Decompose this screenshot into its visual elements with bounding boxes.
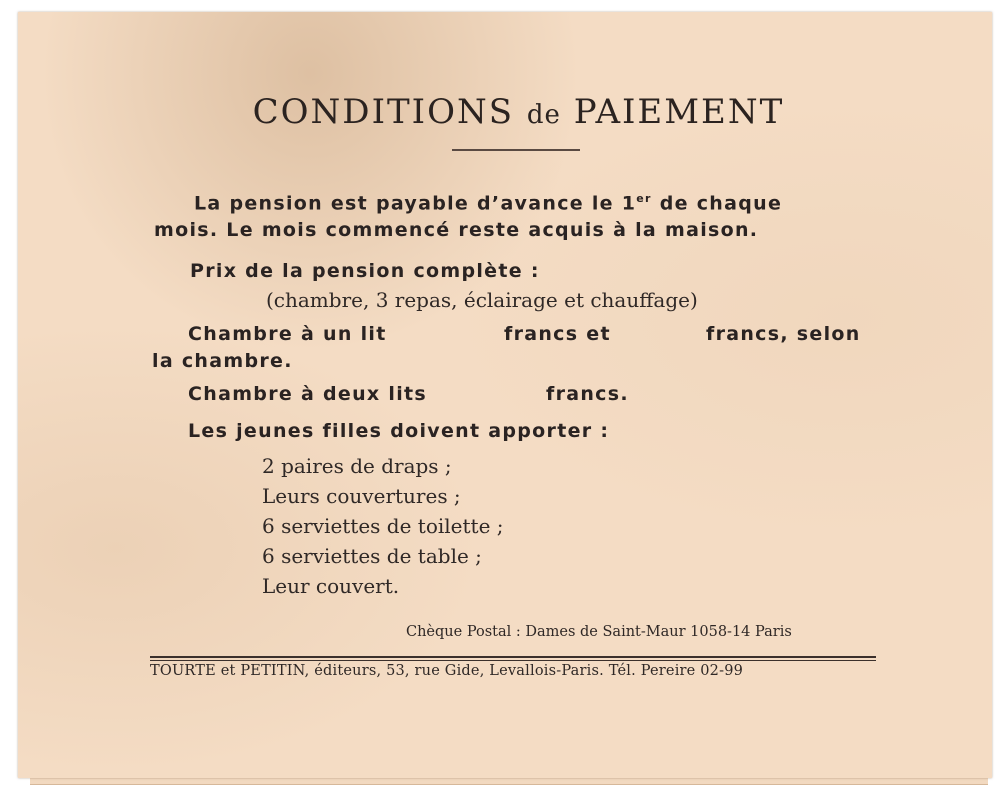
intro-line-1-end: de chaque <box>651 192 783 215</box>
title-word-conditions: CONDITIONS <box>252 92 515 132</box>
cheque-postal: Chèque Postal : Dames de Saint-Maur 1058-14 Paris <box>406 624 792 640</box>
chambre-un-label: Chambre à un lit <box>188 323 387 345</box>
chambre-deux-label: Chambre à deux lits <box>188 383 427 405</box>
title-underline <box>452 149 580 157</box>
intro-superscript: er <box>636 192 652 205</box>
list-item: Leurs couvertures ; <box>262 484 461 508</box>
prix-label: Prix de la pension complète : <box>190 260 540 282</box>
chambre-deux-francs: francs. <box>546 383 629 405</box>
footer-rule-bottom <box>150 660 876 661</box>
intro-line-1 <box>194 192 782 214</box>
apporter-label: Les jeunes filles doivent apporter : <box>188 420 610 442</box>
list-item: 2 paires de draps ; <box>262 454 452 478</box>
prix-details: (chambre, 3 repas, éclairage et chauffage) <box>266 288 698 312</box>
title-word-paiement: PAIEMENT <box>573 92 785 132</box>
list-item: Leur couvert. <box>262 574 400 598</box>
chambre-un-francs-et: francs et <box>504 323 611 345</box>
chambre-un-francs-selon: francs, selon <box>706 323 861 345</box>
intro-line-2: mois. Le mois commencé reste acquis à la maison. <box>154 219 759 241</box>
chambre-un-continuation: la chambre. <box>152 350 293 372</box>
page-title <box>0 92 1007 132</box>
intro-line-1-text: La pension est payable d’avance le 1 <box>194 192 637 215</box>
list-item: 6 serviettes de table ; <box>262 544 482 568</box>
publisher-footer: TOURTE et PETITIN, éditeurs, 53, rue Gide, Levallois-Paris. Tél. Pereire 02-99 <box>150 663 744 679</box>
title-word-de: de <box>526 100 561 130</box>
list-item: 6 serviettes de toilette ; <box>262 514 504 538</box>
footer-rule-top <box>150 656 876 658</box>
